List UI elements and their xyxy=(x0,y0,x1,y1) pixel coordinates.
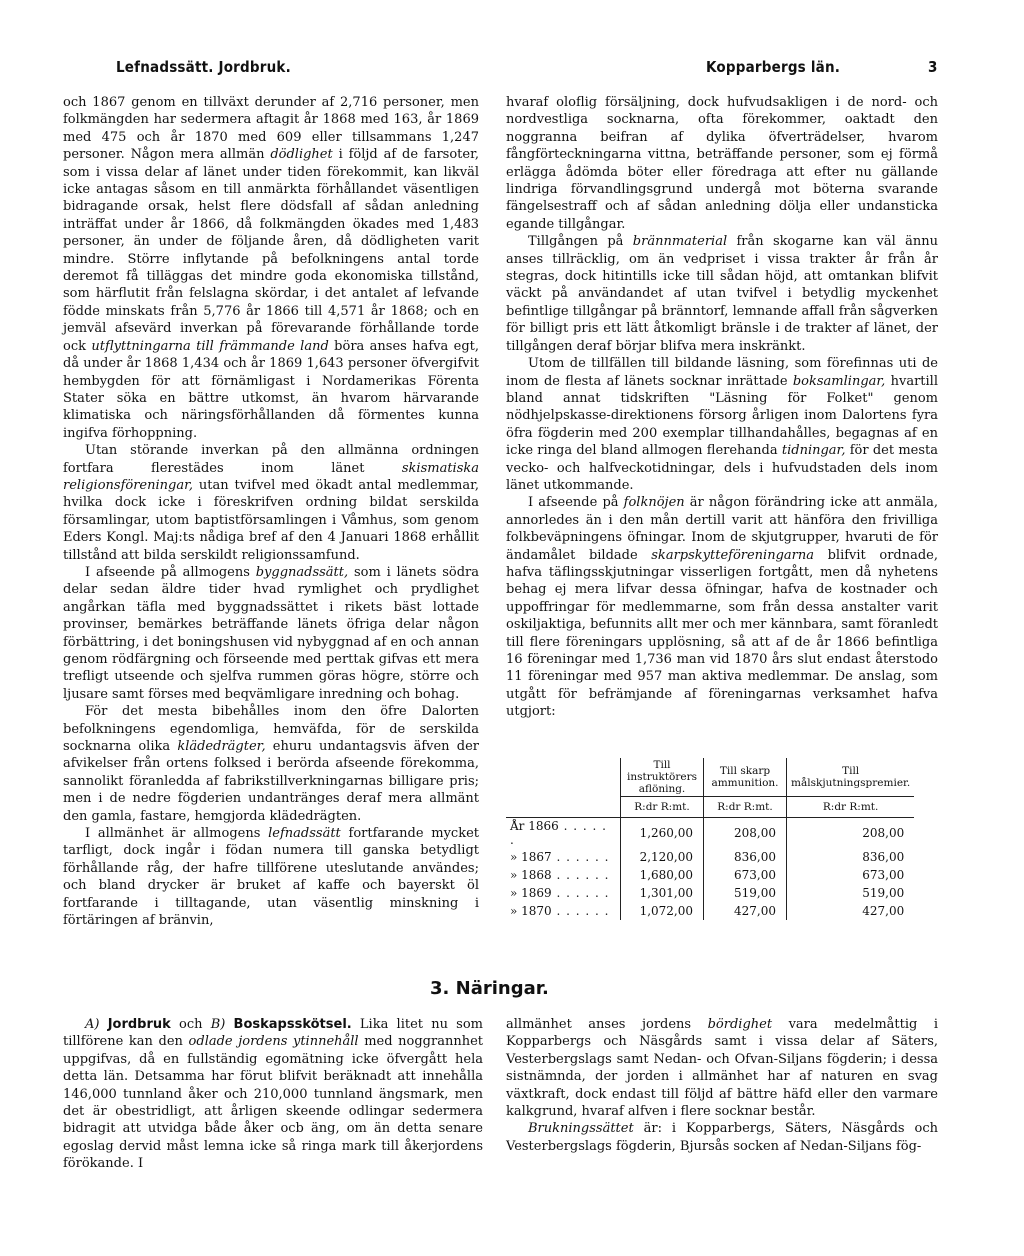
paragraph: A) Jordbruk och B) Boskapsskötsel. Lika litet nu som tillförene kan den odlade jordens ytinnehåll med noggrannhet uppgifvas, då en fullständig egomätning icke öfvergått hela detta län. Detsamma har förut blifvit beräknadt att innehålla 146,000 tunnland åker och 210,000 tunnland ängsmark, men det är obestridligt, att årligen skeende odlingar sedermera bidragit att utvidga både åker ocb äng, om än detta senare egoslag dervid måst lemna icke så ringa mark till åkerjordens förökande. I xyxy=(63,1017,483,1172)
paragraph: Utan störande inverkan på den allmänna ordningen fortfara flerestädes inom länet skismatiska religionsföreningar, utan tvifvel med ökadt antal medlemmar, hvilka dock icke i föreskrifven ordning bildat serskilda församlingar, utom baptistförsamlingen i Våmhus, som genom Eders Kongl. Maj:ts nådiga bref af den 4 Januari 1868 erhållit tillstånd att bilda serskildt religionssamfund. xyxy=(63,443,479,563)
row-year: År 1866 . . . . . . xyxy=(510,819,607,847)
paragraph: hvaraf oloflig försäljning, dock hufvudsakligen i de nord- och nordvestliga socknarna, ofta förekommer, oaktadt den noggranna beifran af dylika öfverträdelser, hvarom fångförteckningarna vittna, beträffande personer, som ej förmå erlägga ådömda böter eller föredraga att efter nu gällande lindriga förvandlingsgrund undergå mot böterna svarande fängelsestraff och af sådan anledning dölja eller undansticka egande tillgångar. xyxy=(506,95,938,232)
left-column xyxy=(63,94,479,930)
table-cell: 1,260,00 xyxy=(621,818,704,849)
paragraph: Utom de tillfällen till bildande läsning, som förefinnas uti de inom de flesta af länets socknar inrättade boksamlingar, hvartill bland annat tidskriften "Läsning för Folket" genom nödhjelpskasse-direktionens försorg årligen inom Dalortens fyra öfra fögderin med 200 exemplar tillhandahålles, begagnas af en icke ringa del bland allmogen flerehanda tidningar, för det mesta vecko- och halfveckotidningar, dels i hufvudstaden dels inom länet utkommande. xyxy=(506,356,938,493)
table-cell: 673,00 xyxy=(787,866,915,884)
paragraph: För det mesta bibehålles inom den öfre Dalorten befolkningens egendomliga, hemväfda, för de serskilda socknarna olika klädedrägter, ehuru undantagsvis äfven der afvikelser från ortens folksed i berörda afseende förekomma, sannolikt föranledda af fabrikstillverkningarnas billigare pris; men i de nedre fögderien undantränges deraf mera allmänt den gamla, fastare, hemgjorda klädedrägten. xyxy=(63,704,479,824)
table-cell: 427,00 xyxy=(704,902,787,920)
table-cell: 1,072,00 xyxy=(621,902,704,920)
paragraph: och 1867 genom en tillväxt derunder af 2,716 personer, men folkmängden har sedermera aftagit år 1868 med 163, år 1869 med 475 och år 1870 med 609 eller tillsammans 1,247 personer. Någon mera allmän dödlighet i följd af de farsoter, som i vissa delar af länet under tiden förekommit, kan likväl icke antagas såsom en till anmärkta förhållandet väsentligen bidragande orsak, helst flere dödsfall af sådan anledning inträffat under år 1866, då folkmängden ökades med 1,483 personer, än under de följande åren, då dödligheten varit mindre. Större inflytande på befolkningens antal torde deremot få tilläggas det mindre goda ekonomiska tillstånd, som härflutit från felslagna skördar, i det antalet af lefvande födde minskats från 5,776 år 1866 till 4,571 år 1868; och en jemväl afsevärd inverkan på förevarande förhållande torde ock utflyttningarna till främmande land böra anses hafva egt, då under år 1868 1,434 och år 1869 1,643 personer öfvergifvit hembygden för att förnämligast i Nordamerikas Förenta Stater söka en bättre utkomst, än hvarom härvarande klimatiska och näringsförhållanden då förmentes kunna ingifva förhoppning. xyxy=(63,95,480,441)
appropriations-table xyxy=(506,758,914,920)
paragraph: Tillgången på brännmaterial från skogarne kan väl ännu anses tillräcklig, om än vedpriset i vissa trakter år från år stegras, dock hitintills icke till sådan höjd, att omtankan blifvit väckt på användandet af utan tvifvel i betydlig myckenhet befintlige tillgångar på bränntorf, lemnande affall från sågverken för billigt pris ett lätt åtkomligt bränsle i de trakter af länet, der tillgången deraf börjar blifva mera inskränkt. xyxy=(506,234,938,354)
paragraph: I afseende på allmogens byggnadssätt, som i länets södra delar sedan äldre tider hvad rymlighet och prydlighet angårkan täfla med byggnadssättet i rikets bäst lottade provinser, bemärkes beträffande länets öfriga delar någon förbättring, i det boningshusen vid nybyggnad af en och annan genom rödfärgning och förseende med perttak gifvas ett mera trefligt utseende och sjelfva rummen göras högre, större och ljusare samt förses med beqvämligare inredning och bohag. xyxy=(63,564,479,702)
running-header-center: Kopparbergs län. xyxy=(706,58,841,76)
column-header: Till instruktörers aflöning. xyxy=(621,758,704,797)
unit-label: R:dr R:mt. xyxy=(787,797,915,818)
paragraph: Brukningssättet är: i Kopparbergs, Säters, Näsgårds och Vesterbergslags fögderin, Bjursås socken af Nedan-Siljans fög- xyxy=(506,1121,938,1154)
table-corner xyxy=(506,758,621,818)
bottom-left-column xyxy=(63,1016,483,1173)
column-header: Till skarp ammunition. xyxy=(704,758,787,797)
table-cell: 208,00 xyxy=(704,818,787,849)
table-row xyxy=(506,818,914,849)
bottom-right-column xyxy=(506,1016,938,1155)
running-header-left: Lefnadssätt. Jordbruk. xyxy=(116,58,291,76)
unit-label: R:dr R:mt. xyxy=(621,797,704,818)
table-row xyxy=(506,866,914,884)
table-cell: 836,00 xyxy=(787,848,915,866)
table-cell: 673,00 xyxy=(704,866,787,884)
page-number: 3 xyxy=(928,58,938,76)
table-cell: 208,00 xyxy=(787,818,915,849)
column-header: Till målskjutningspremier. xyxy=(787,758,915,797)
paragraph: allmänhet anses jordens bördighet vara medelmåttig i Kopparbergs och Näsgårds samt i vissa delar af Säters, Vesterbergslags samt Nedan- och Ofvan-Siljans fögderin; i dessa sistnämnda, der jorden i allmänhet har af naturen en svag växtkraft, dock endast till följd af bättre häfd eller den varmare kalkgrund, hvaraf alfven i flere socknar består. xyxy=(506,1017,938,1120)
section-heading: 3. Näringar. xyxy=(430,978,549,999)
table-cell: 1,680,00 xyxy=(621,866,704,884)
row-year: » 1870 . . . . . . xyxy=(510,904,610,918)
table-header-row xyxy=(506,758,914,797)
table-row xyxy=(506,848,914,866)
table-row xyxy=(506,884,914,902)
table-cell: 836,00 xyxy=(704,848,787,866)
row-year: » 1868 . . . . . . xyxy=(510,868,610,882)
table-cell: 519,00 xyxy=(787,884,915,902)
paragraph: I afseende på folknöjen är någon förändring icke att anmäla, annorledes än i den mån dertill varit att hänföra den frivilliga folkbeväpningens öfningar. Inom de skjutgrupper, hvaruti de för ändamålet bildade skarpskytteföreningarna blifvit ordnade, hafva täflingsskjutningar visserligen fortgått, men då nyhetens behag ej mera lifvar dessa öfningar, hafva de kostnader och uppoffringar för medlemmarne, som från dessa anstalter varit oskiljaktiga, befunnits allt mer och mer kännbara, samt föranledt till flere föreningars upplösning, så att af de år 1866 befintliga 16 föreningar med 1,736 man vid 1870 års slut endast återstodo 11 föreningar med 957 man aktiva medlemmar. De anslag, som utgått för befrämjande af föreningarnas verksamhet hafva utgjort: xyxy=(506,495,938,720)
row-year: » 1869 . . . . . . xyxy=(510,886,610,900)
table-cell: 427,00 xyxy=(787,902,915,920)
paragraph: I allmänhet är allmogens lefnadssätt fortfarande mycket tarfligt, dock ingår i födan numera till ganska betydligt förhållande råg, der hafre tillförene uteslutande användes; och bland drycker är bruket af kaffe och bayerskt öl fortfarande i tilltagande, utan väsentlig minskning i förtäringen af bränvin, xyxy=(63,826,479,929)
table-cell: 519,00 xyxy=(704,884,787,902)
table-cell: 1,301,00 xyxy=(621,884,704,902)
table-cell: 2,120,00 xyxy=(621,848,704,866)
row-year: » 1867 . . . . . . xyxy=(510,850,610,864)
table-row xyxy=(506,902,914,920)
right-column xyxy=(506,94,938,721)
unit-label: R:dr R:mt. xyxy=(704,797,787,818)
